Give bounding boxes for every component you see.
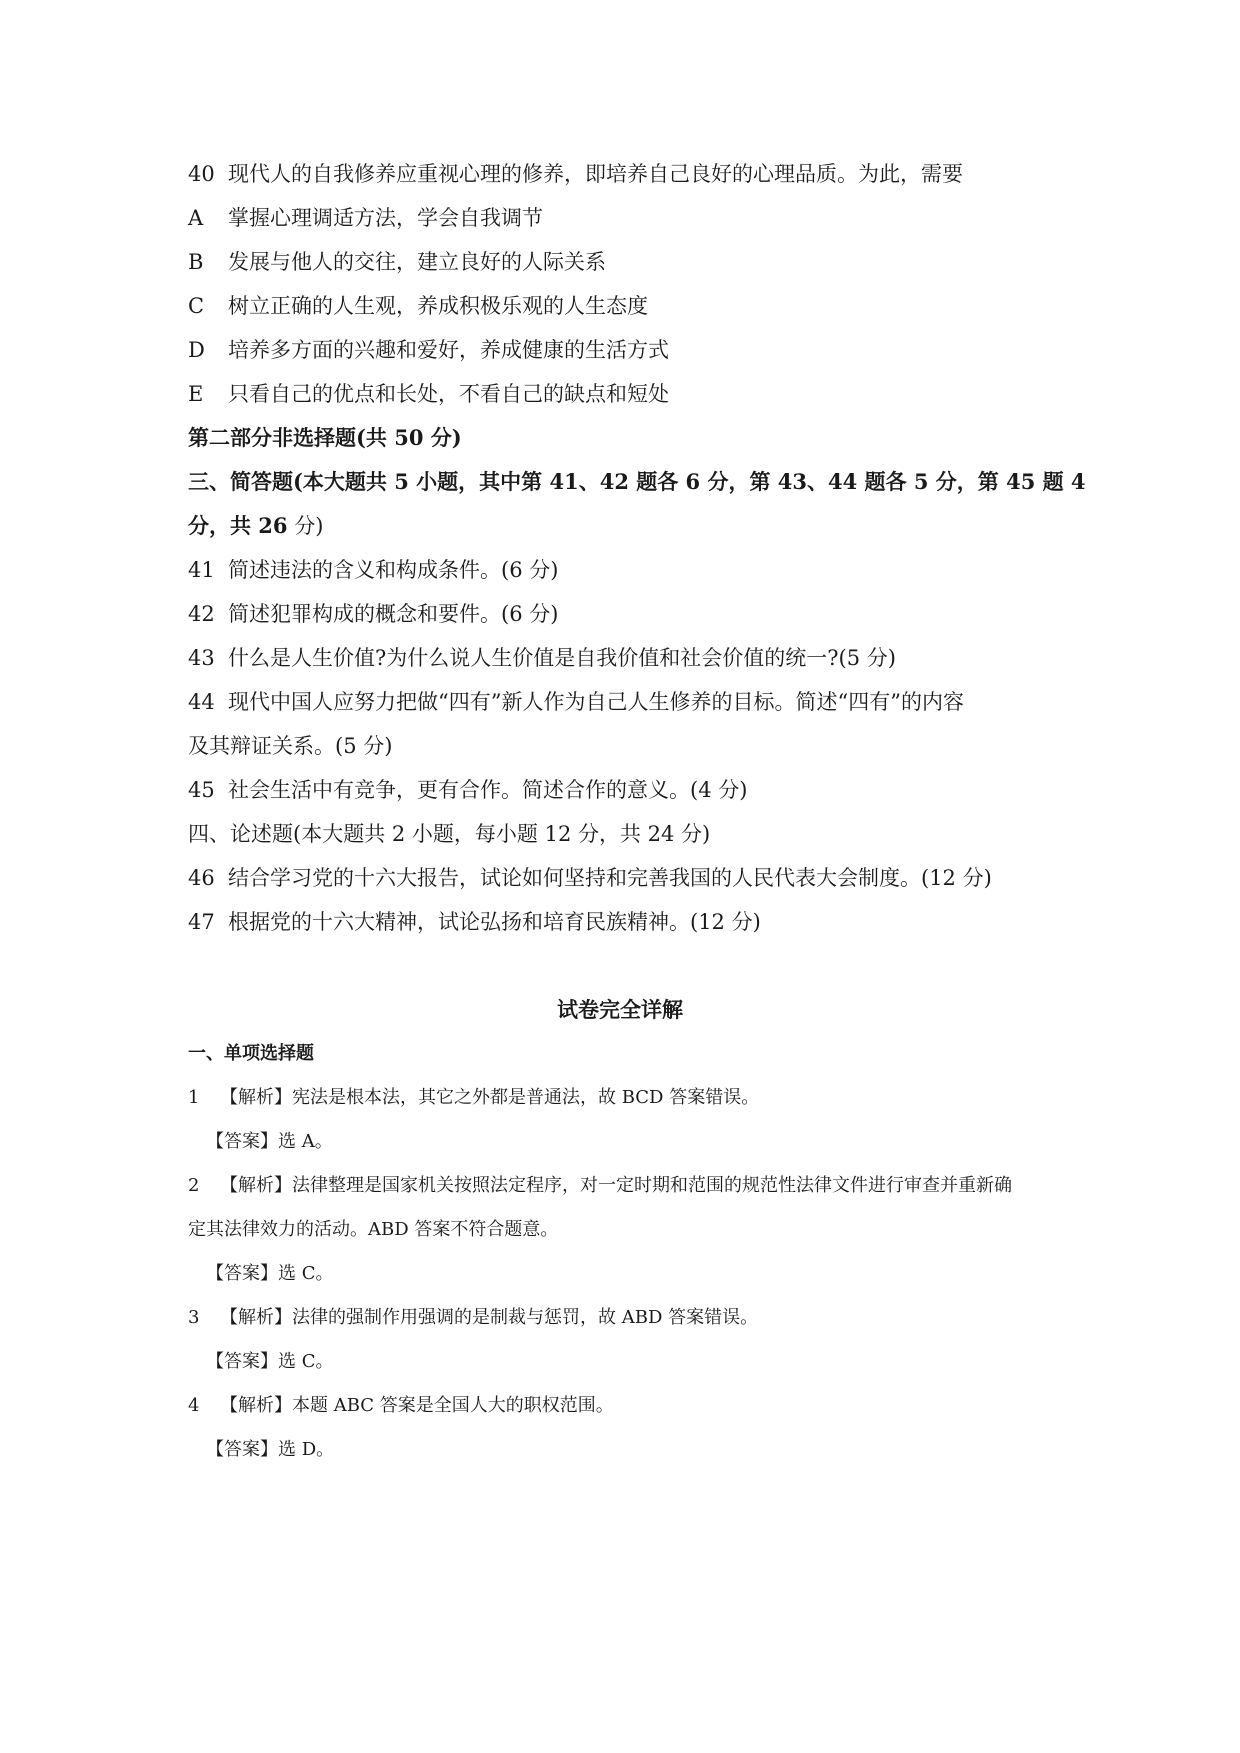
- question-number: 43: [188, 646, 215, 670]
- explain-item-4-answer: 【答案】选 D。: [206, 1439, 335, 1460]
- section3-heading-rest: 分): [287, 514, 324, 538]
- part2-heading: 第二部分非选择题(共 50 分): [188, 425, 462, 450]
- option-letter: A: [188, 206, 204, 230]
- question-number: 47: [188, 910, 215, 934]
- question-text: 简述犯罪构成的概念和要件。(6 分): [228, 602, 559, 626]
- item-number: 2: [188, 1175, 200, 1196]
- question-44: [188, 688, 1068, 716]
- option-letter: B: [188, 250, 204, 274]
- item-analysis: 【解析】法律的强制作用强调的是制裁与惩罚，故 ABD 答案错误。: [220, 1307, 759, 1328]
- question-42: [188, 600, 1068, 628]
- question-text: 现代中国人应努力把做“四有”新人作为自己人生修养的目标。简述“四有”的内容: [228, 690, 964, 714]
- question-46: [188, 864, 1068, 892]
- option-letter: C: [188, 294, 205, 318]
- item-analysis: 【解析】法律整理是国家机关按照法定程序，对一定时期和范围的规范性法律文件进行审查并重新确: [220, 1175, 1012, 1196]
- option-text: 树立正确的人生观，养成积极乐观的人生态度: [228, 294, 648, 318]
- explain-item-2: [188, 1174, 1068, 1198]
- explain-title: 试卷完全详解: [557, 997, 683, 1022]
- item-number: 3: [188, 1307, 200, 1328]
- question-number: 45: [188, 778, 215, 802]
- explain-item-3-answer: 【答案】选 C。: [206, 1351, 334, 1372]
- option-a: [188, 204, 1068, 232]
- explain-item-2-continuation: 定其法律效力的活动。ABD 答案不符合题意。: [188, 1219, 559, 1240]
- question-text: 结合学习党的十六大报告，试论如何坚持和完善我国的人民代表大会制度。(12 分): [228, 866, 992, 890]
- option-text: 培养多方面的兴趣和爱好，养成健康的生活方式: [228, 338, 669, 362]
- explain-item-4: [188, 1394, 1068, 1418]
- section3-heading: 三、简答题(本大题共 5 小题，其中第 41、42 题各 6 分，第 43、44 题各 5 分，第 45 题 4: [188, 469, 1086, 494]
- question-number: 46: [188, 866, 215, 890]
- option-c: [188, 292, 1068, 320]
- question-43: [188, 644, 1068, 672]
- question-40: [188, 160, 1068, 188]
- question-number: 44: [188, 690, 215, 714]
- question-41: [188, 556, 1068, 584]
- question-number: 41: [188, 558, 215, 582]
- explain-item-3: [188, 1306, 1068, 1330]
- item-analysis: 【解析】本题 ABC 答案是全国人大的职权范围。: [220, 1395, 614, 1416]
- section4-heading: 四、论述题(本大题共 2 小题，每小题 12 分，共 24 分): [188, 822, 711, 846]
- option-text: 掌握心理调适方法，学会自我调节: [228, 206, 543, 230]
- item-number: 1: [188, 1087, 200, 1108]
- option-e: [188, 380, 1068, 408]
- question-text: 什么是人生价值?为什么说人生价值是自我价值和社会价值的统一?(5 分): [228, 646, 896, 670]
- explain-item-2-answer: 【答案】选 C。: [206, 1263, 334, 1284]
- section3-heading-continuation: [188, 512, 1068, 540]
- option-d: [188, 336, 1068, 364]
- question-text: 简述违法的含义和构成条件。(6 分): [228, 558, 559, 582]
- option-b: [188, 248, 1068, 276]
- option-letter: D: [188, 338, 205, 362]
- question-number: 40: [188, 162, 215, 186]
- question-47: [188, 908, 1068, 936]
- question-text: 现代人的自我修养应重视心理的修养，即培养自己良好的心理品质。为此，需要: [228, 162, 963, 186]
- explain-section-heading: 一、单项选择题: [188, 1043, 314, 1064]
- section3-heading-bold: 分，共 26: [188, 513, 288, 538]
- question-text: 社会生活中有竞争，更有合作。简述合作的意义。(4 分): [228, 778, 748, 802]
- option-letter: E: [188, 382, 204, 406]
- question-44-continuation: 及其辩证关系。(5 分): [188, 734, 393, 758]
- explain-item-1: [188, 1086, 1068, 1110]
- item-analysis: 【解析】宪法是根本法，其它之外都是普通法，故 BCD 答案错误。: [220, 1087, 760, 1108]
- question-text: 根据党的十六大精神，试论弘扬和培育民族精神。(12 分): [228, 910, 761, 934]
- question-45: [188, 776, 1068, 804]
- explain-item-1-answer: 【答案】选 A。: [206, 1131, 333, 1152]
- item-number: 4: [188, 1395, 200, 1416]
- option-text: 只看自己的优点和长处，不看自己的缺点和短处: [228, 382, 669, 406]
- question-number: 42: [188, 602, 215, 626]
- option-text: 发展与他人的交往，建立良好的人际关系: [228, 250, 606, 274]
